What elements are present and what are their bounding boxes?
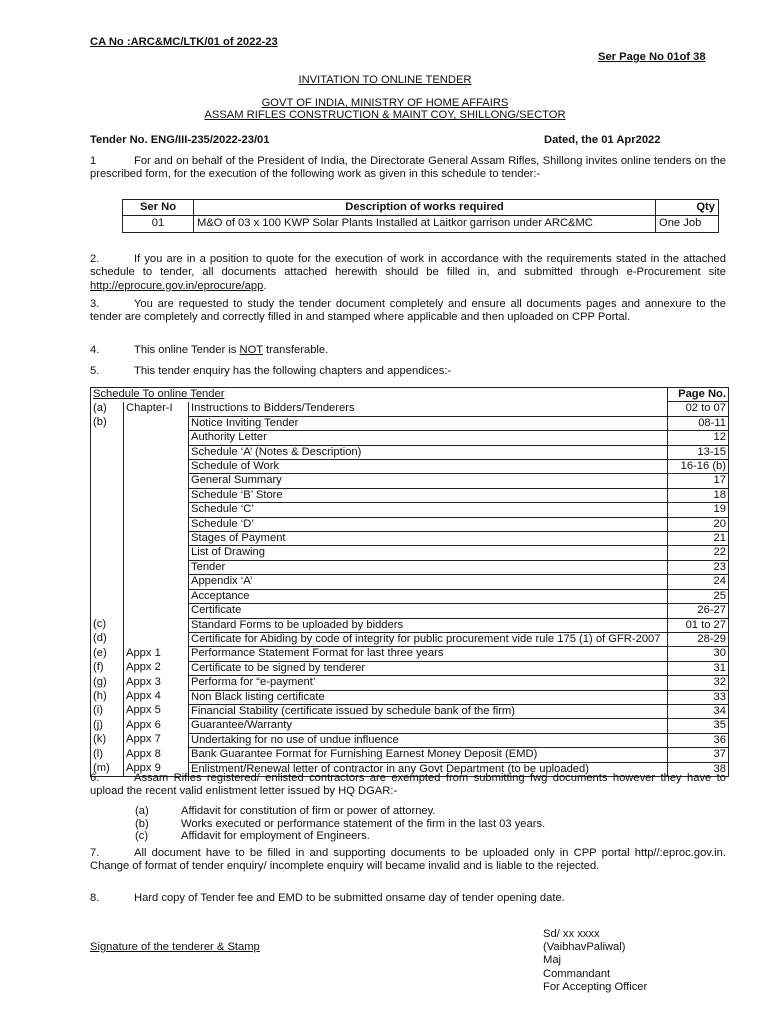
schedule-row (91, 676, 729, 690)
schedule-chapter (124, 431, 189, 445)
schedule-row (91, 704, 729, 718)
schedule-ser (91, 474, 124, 488)
schedule-page: 18 (668, 488, 729, 502)
paragraph-text: For and on behalf of the President of India, the Directorate General Assam Rifles, Shillong invites online tenders on the prescribed form, for the execution of the following work as given in this schedule to tender:- (90, 155, 726, 181)
schedule-chapter (124, 416, 189, 430)
schedule-chapter (124, 445, 189, 459)
schedule-page: 08-11 (668, 416, 729, 430)
schedule-chapter: Appx 8 (124, 748, 189, 762)
schedule-chapter (124, 604, 189, 618)
schedule-row (91, 474, 729, 488)
schedule-ser (91, 503, 124, 517)
schedule-page: 13-15 (668, 445, 729, 459)
schedule-page: 17 (668, 474, 729, 488)
schedule-description: Acceptance (189, 589, 668, 603)
tenderer-signature-label: Signature of the tenderer & Stamp (90, 941, 260, 953)
schedule-ser: (k) (91, 733, 124, 747)
schedule-chapter: Appx 9 (124, 762, 189, 776)
schedule-chapter: Appx 5 (124, 704, 189, 718)
schedule-chapter: Appx 7 (124, 733, 189, 747)
schedule-ser (91, 517, 124, 531)
schedule-ser (91, 560, 124, 574)
works-header-desc: Description of works required (194, 200, 656, 216)
paragraph-1 (90, 155, 726, 182)
paragraph-text: All document have to be filled in and supporting documents to be uploaded only in CPP portal http//:eproc.gov.in. Change of format of tender enquiry/ incomplete enquiry will became invalid and is liable to the rejected. (90, 847, 726, 873)
exemption-list (135, 805, 635, 843)
schedule-page: 24 (668, 575, 729, 589)
schedule-page: 23 (668, 560, 729, 574)
paragraph-6 (90, 772, 726, 799)
schedule-ser: (d) (91, 632, 124, 646)
schedule-description: Performa for “e-payment’ (189, 676, 668, 690)
paragraph-text: This tender enquiry has the following chapters and appendices:- (134, 365, 452, 377)
paragraph-text: If you are in a position to quote for the execution of work in accordance with the requirements stated in the attached schedule to tender, all documents attached herewith should be filled in, and submitted through e-Procurement site (90, 253, 726, 279)
list-text: Affidavit for employment of Engineers. (181, 830, 370, 842)
paragraph-number: 8. (90, 892, 100, 904)
title-govt: GOVT OF INDIA, MINISTRY OF HOME AFFAIRS (261, 97, 509, 109)
tender-number: Tender No. ENG/III-235/2022-23/01 (90, 134, 270, 146)
schedule-chapter: Chapter-I (124, 402, 189, 416)
eprocure-link[interactable]: http://eprocure.gov.in/eprocure/app (90, 279, 264, 292)
schedule-description: Performance Statement Format for last three years (189, 647, 668, 661)
schedule-row (91, 431, 729, 445)
schedule-description: Certificate to be signed by tenderer (189, 661, 668, 675)
works-description: M&O of 03 x 100 KWP Solar Plants Installed at Laitkor garrison under ARC&MC (194, 216, 656, 232)
schedule-chapter: Appx 3 (124, 676, 189, 690)
paragraph-number: 5. (90, 365, 100, 377)
schedule-description: Schedule ‘D’ (189, 517, 668, 531)
schedule-description: Enlistment/Renewal letter of contractor in any Govt Department (to be uploaded) (189, 762, 668, 776)
paragraph-8 (90, 892, 726, 905)
schedule-description: Schedule ‘B’ Store (189, 488, 668, 502)
list-text: Works executed or performance statement of the firm in the last 03 years. (181, 817, 546, 830)
schedule-chapter (124, 560, 189, 574)
paragraph-text: You are requested to study the tender document completely and ensure all documents pages and annexure to the tender are completely and correctly filled in and stamped where applicable and then uploaded on CPP Portal. (90, 298, 726, 324)
schedule-page: 20 (668, 517, 729, 531)
title-invitation: INVITATION TO ONLINE TENDER (298, 74, 472, 86)
schedule-page: 12 (668, 431, 729, 445)
signature-line: For Accepting Officer (543, 980, 648, 993)
schedule-chapter (124, 632, 189, 646)
schedule-row (91, 460, 729, 474)
paragraph-text: Assam Rifles registered/ enlisted contractors are exempted from submitting fwg documents however they have to upload the recent valid enlistment letter issued by HQ DGAR:- (90, 772, 726, 798)
schedule-page: 28-29 (668, 632, 729, 646)
schedule-description: Bank Guarantee Format for Furnishing Earnest Money Deposit (EMD) (189, 748, 668, 762)
schedule-ser (91, 445, 124, 459)
schedule-page: 16-16 (b) (668, 460, 729, 474)
schedule-row (91, 733, 729, 747)
paragraph-number: 3. (90, 298, 100, 310)
schedule-chapter: Appx 1 (124, 647, 189, 661)
not-emphasis: NOT (239, 344, 263, 356)
paragraph-text-end: transferable. (262, 344, 329, 356)
schedule-description: Undertaking for no use of undue influence (189, 733, 668, 747)
works-header-ser: Ser No (123, 200, 194, 216)
schedule-ser: (i) (91, 704, 124, 718)
schedule-description: Stages of Payment (189, 532, 668, 546)
schedule-page: 37 (668, 748, 729, 762)
schedule-ser (91, 604, 124, 618)
schedule-ser: (b) (91, 416, 124, 430)
works-row (123, 216, 719, 232)
page-number: Ser Page No 01of 38 (598, 51, 706, 63)
schedule-chapter (124, 474, 189, 488)
schedule-page: 30 (668, 647, 729, 661)
schedule-page: 25 (668, 589, 729, 603)
list-item (135, 830, 635, 843)
schedule-page-header: Page No. (668, 388, 729, 402)
schedule-ser: (g) (91, 676, 124, 690)
schedule-chapter (124, 589, 189, 603)
paragraph-end: . (263, 279, 267, 292)
works-ser: 01 (123, 216, 194, 232)
schedule-chapter (124, 575, 189, 589)
schedule-row (91, 445, 729, 459)
signature-line: Commandant (543, 967, 611, 980)
paragraph-text: Hard copy of Tender fee and EMD to be submitted onsame day of tender opening date. (134, 892, 565, 904)
schedule-row (91, 503, 729, 517)
schedule-ser (91, 488, 124, 502)
schedule-chapter (124, 488, 189, 502)
paragraph-number: 4. (90, 344, 100, 356)
paragraph-number: 6. (90, 772, 100, 784)
schedule-description: Instructions to Bidders/Tenderers (189, 402, 668, 416)
schedule-description: Certificate (189, 604, 668, 618)
works-table (122, 199, 719, 233)
schedule-description: Guarantee/Warranty (189, 719, 668, 733)
list-item (135, 818, 635, 831)
paragraph-2 (90, 253, 726, 293)
list-label: (b) (135, 817, 149, 830)
schedule-page: 35 (668, 719, 729, 733)
schedule-page: 36 (668, 733, 729, 747)
schedule-ser (91, 546, 124, 560)
schedule-row (91, 748, 729, 762)
signature-line: Maj (543, 954, 562, 967)
schedule-description: List of Drawing (189, 546, 668, 560)
paragraph-3 (90, 298, 726, 325)
paragraph-number: 7. (90, 847, 100, 859)
schedule-row (91, 661, 729, 675)
schedule-description: Non Black listing certificate (189, 690, 668, 704)
schedule-chapter (124, 546, 189, 560)
schedule-description: Authority Letter (189, 431, 668, 445)
schedule-table (90, 387, 729, 777)
schedule-ser (91, 532, 124, 546)
schedule-row (91, 719, 729, 733)
schedule-ser: (e) (91, 647, 124, 661)
schedule-chapter: Appx 4 (124, 690, 189, 704)
schedule-ser (91, 575, 124, 589)
schedule-page: 32 (668, 676, 729, 690)
schedule-description: Standard Forms to be uploaded by bidders (189, 618, 668, 632)
schedule-description: Financial Stability (certificate issued by schedule bank of the firm) (189, 704, 668, 718)
works-header-qty: Qty (656, 200, 719, 216)
schedule-description: Notice Inviting Tender (189, 416, 668, 430)
schedule-description: Appendix ‘A’ (189, 575, 668, 589)
schedule-row (91, 532, 729, 546)
ca-number: CA No :ARC&MC/LTK/01 of 2022-23 (90, 36, 278, 48)
schedule-page: 38 (668, 762, 729, 776)
paragraph-7 (90, 847, 726, 874)
schedule-chapter: Appx 6 (124, 719, 189, 733)
paragraph-5 (90, 365, 726, 378)
list-label: (a) (135, 805, 149, 817)
schedule-ser: (j) (91, 719, 124, 733)
schedule-chapter (124, 618, 189, 632)
schedule-row (91, 589, 729, 603)
schedule-ser: (a) (91, 402, 124, 416)
schedule-description: Tender (189, 560, 668, 574)
schedule-ser (91, 460, 124, 474)
paragraph-4 (90, 344, 726, 357)
schedule-row (91, 560, 729, 574)
schedule-ser: (c) (91, 618, 124, 632)
schedule-page: 01 to 27 (668, 618, 729, 632)
schedule-row (91, 647, 729, 661)
schedule-page: 02 to 07 (668, 402, 729, 416)
schedule-row (91, 488, 729, 502)
signature-line: (VaibhavPaliwal) (543, 941, 626, 954)
schedule-row (91, 416, 729, 430)
schedule-page: 21 (668, 532, 729, 546)
schedule-row (91, 517, 729, 531)
schedule-header-row (91, 388, 729, 402)
schedule-chapter (124, 517, 189, 531)
officer-signature-block (543, 928, 647, 994)
schedule-row (91, 604, 729, 618)
list-text: Affidavit for constitution of firm or power of attorney. (181, 805, 436, 817)
schedule-row (91, 632, 729, 646)
schedule-ser: (h) (91, 690, 124, 704)
schedule-description: Schedule of Work (189, 460, 668, 474)
paragraph-text: This online Tender is (134, 344, 240, 356)
schedule-chapter (124, 460, 189, 474)
schedule-ser: (l) (91, 748, 124, 762)
schedule-ser (91, 589, 124, 603)
schedule-description: General Summary (189, 474, 668, 488)
schedule-chapter (124, 532, 189, 546)
schedule-row (91, 690, 729, 704)
title-assam-rifles: ASSAM RIFLES CONSTRUCTION & MAINT COY, SHILLONG/SECTOR (204, 109, 566, 121)
schedule-description: Schedule ‘A’ (Notes & Description) (189, 445, 668, 459)
works-qty: One Job (656, 216, 719, 232)
schedule-title: Schedule To online Tender (91, 388, 668, 402)
list-item (135, 805, 635, 818)
paragraph-number: 1 (90, 155, 97, 167)
list-label: (c) (135, 830, 149, 842)
schedule-description: Schedule ‘C’ (189, 503, 668, 517)
schedule-row (91, 546, 729, 560)
schedule-chapter: Appx 2 (124, 661, 189, 675)
schedule-page: 33 (668, 690, 729, 704)
signature-line: Sd/ xx xxxx (543, 928, 600, 940)
schedule-page: 19 (668, 503, 729, 517)
schedule-row (91, 618, 729, 632)
paragraph-number: 2. (90, 253, 100, 265)
schedule-row (91, 402, 729, 416)
schedule-chapter (124, 503, 189, 517)
tender-date: Dated, the 01 Apr2022 (544, 134, 661, 146)
schedule-page: 26-27 (668, 604, 729, 618)
schedule-page: 22 (668, 546, 729, 560)
schedule-ser (91, 431, 124, 445)
schedule-ser: (f) (91, 661, 124, 675)
schedule-ser: (m) (91, 762, 124, 776)
schedule-page: 31 (668, 661, 729, 675)
schedule-row (91, 575, 729, 589)
schedule-description: Certificate for Abiding by code of integrity for public procurement vide rule 175 (1) of GFR-2007 (189, 632, 668, 646)
schedule-page: 34 (668, 704, 729, 718)
